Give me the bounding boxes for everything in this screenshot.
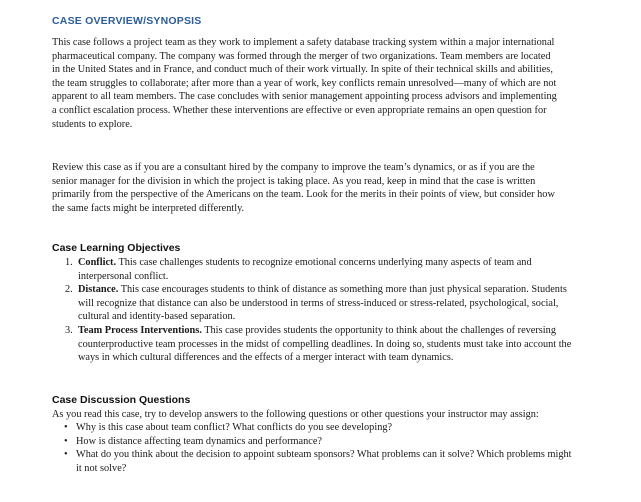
objectives-list	[52, 256, 572, 365]
overview-paragraph-1: This case follows a project team as they work to implement a safety database tracking system within a major international pharmaceutical company. The company was formed through the merger of two organizations. Team members are located in the United States and in France, and conduct much of their work virtually. In spite of their technical skills and abilities, the team struggles to collaborate; after more than a year of work, key conflicts remain unresolved—many of which are not apparent to all team members. The case concludes with senior management appointing process advisors and implementing a conflict escalation process. Whether these interventions are effective or even appropriate remains an open question for students to explore.	[52, 37, 557, 130]
overview-heading: CASE OVERVIEW/SYNOPSIS	[52, 15, 202, 27]
question-item	[52, 421, 572, 435]
question-item	[52, 448, 572, 475]
question-text: What do you think about the decision to appoint subteam sponsors? What problems can it solve? Which problems might it not solve?	[76, 449, 572, 474]
question-text: How is distance affecting team dynamics and performance?	[76, 435, 322, 447]
objective-text: This case provides students the opportunity to think about the challenges of reversing counterproductive team processes in the midst of compelling deadlines. In doing so, students must take into account the ways in which cultural differences and the effects of a merger interact with team dynamics.	[78, 324, 572, 364]
objective-title: Conflict.	[78, 257, 117, 268]
objective-title: Team Process Interventions.	[78, 324, 202, 336]
question-text: Why is this case about team conflict? What conflicts do you see developing?	[76, 422, 393, 433]
objective-text: This case encourages students to think of distance as something more than just physical separation. Students will recognize that distance can also be understood in terms of stress-induced or stress-related, psychological, social, cultural and identity-based separation.	[78, 284, 567, 323]
objective-item	[52, 256, 572, 283]
objective-text: This case challenges students to recognize emotional concerns underlying many aspects of team and interpersonal conflict.	[78, 257, 532, 282]
objective-number: 3.	[65, 324, 73, 336]
discussion-heading: Case Discussion Questions	[52, 394, 191, 406]
questions-list	[52, 421, 572, 475]
objectives-heading: Case Learning Objectives	[52, 242, 181, 254]
objective-item	[52, 324, 572, 365]
objective-title: Distance.	[78, 284, 119, 296]
objective-number: 2.	[65, 284, 73, 296]
bullet-icon: •	[64, 449, 68, 461]
objective-number: 1.	[65, 257, 73, 268]
overview-paragraph-2: Review this case as if you are a consultant hired by the company to improve the team’s dynamics, or as if you are the senior manager for the division in which the project is taking place. As you read, keep in mind that the case is written primarily from the perspective of the Americans on the team. Look for the merits in their points of view, but consider how the same facts might be interpreted differently.	[52, 162, 555, 214]
bullet-icon: •	[64, 435, 68, 447]
bullet-icon: •	[64, 422, 68, 433]
objective-item	[52, 283, 572, 324]
question-item	[52, 435, 572, 449]
discussion-intro: As you read this case, try to develop answers to the following questions or other questions your instructor may assign:	[52, 409, 539, 420]
